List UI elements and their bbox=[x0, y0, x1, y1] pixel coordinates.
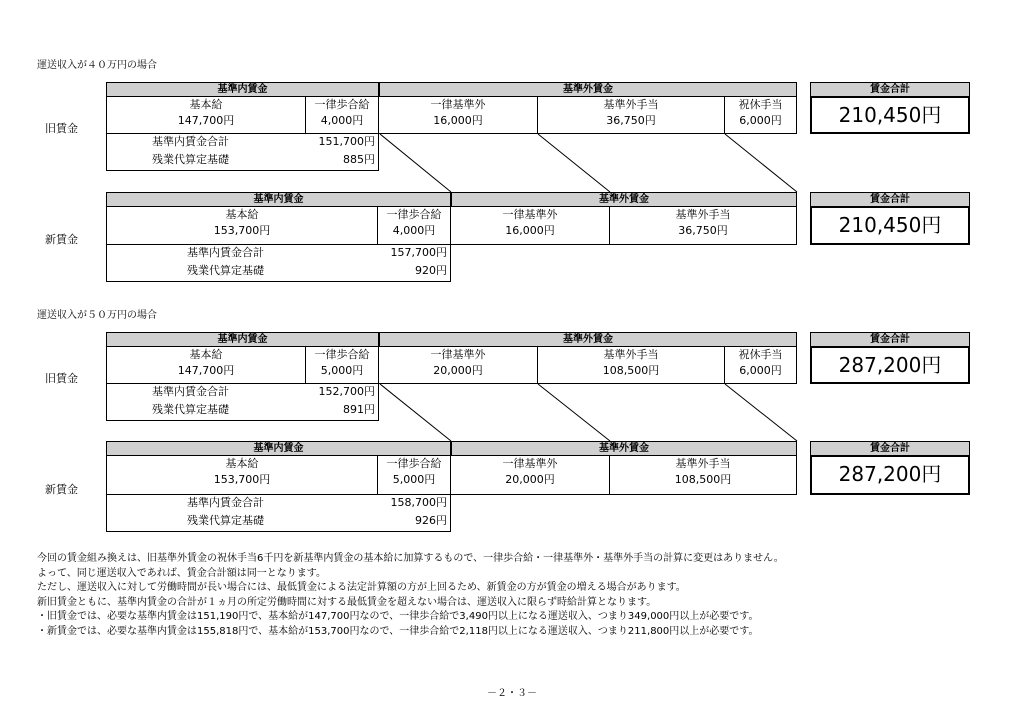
inner-sum-box bbox=[106, 383, 379, 421]
connector-line bbox=[725, 134, 797, 192]
outer-allowance-label: 基準外手当 bbox=[675, 208, 731, 221]
outer-wage-header: 基準外賃金 bbox=[451, 192, 797, 207]
flat-outer-label: 一律基準外 bbox=[430, 348, 486, 361]
flat-bonus-value: 5,000円 bbox=[320, 364, 364, 377]
base-pay-cell bbox=[106, 346, 306, 384]
note-line: 今回の賃金組み換えは、旧基準外賃金の祝休手当6千円を新基準内賃金の基本給に加算するもので、一律歩合給・一律基準外・基準外手当の計算に変更はありません。 bbox=[37, 553, 784, 564]
outer-allowance-label: 基準外手当 bbox=[675, 457, 731, 470]
total-wage-value: 287,200円 bbox=[810, 346, 970, 384]
inner-sum-value: 158,700円 bbox=[390, 496, 447, 509]
holiday-allowance-label: 祝休手当 bbox=[738, 98, 783, 111]
note-line: ・旧賃金では、必要な基準内賃金は151,190円で、基本給が147,700円なので、一律歩合給で3,490円以上になる運送収入、つまり349,000円以上が必要です。 bbox=[37, 611, 759, 623]
holiday-allowance-cell bbox=[724, 346, 797, 384]
flat-outer-cell bbox=[450, 455, 610, 495]
flat-bonus-value: 4,000円 bbox=[320, 114, 364, 127]
flat-outer-value: 20,000円 bbox=[433, 364, 483, 377]
base-pay-value: 147,700円 bbox=[177, 364, 235, 377]
total-wage-header: 賃金合計 bbox=[810, 192, 970, 207]
ot-basis-label: 残業代算定基礎 bbox=[187, 264, 264, 277]
inner-sum-box bbox=[106, 494, 451, 532]
flat-outer-label: 一律基準外 bbox=[502, 208, 558, 221]
inner-sum-value: 151,700円 bbox=[318, 135, 375, 148]
total-wage-header: 賃金合計 bbox=[810, 332, 970, 347]
total-wage-value: 210,450円 bbox=[810, 96, 970, 134]
connector-line bbox=[725, 384, 797, 441]
flat-outer-label: 一律基準外 bbox=[430, 98, 486, 111]
inner-wage-header: 基準内賃金 bbox=[106, 441, 451, 456]
inner-wage-header: 基準内賃金 bbox=[106, 192, 451, 207]
outer-allowance-cell bbox=[537, 346, 725, 384]
base-pay-cell bbox=[106, 455, 378, 495]
ot-basis-value: 920円 bbox=[415, 264, 447, 277]
outer-wage-header: 基準外賃金 bbox=[379, 332, 797, 347]
flat-outer-value: 16,000円 bbox=[433, 114, 483, 127]
flat-outer-label: 一律基準外 bbox=[502, 457, 558, 470]
inner-sum-label: 基準内賃金合計 bbox=[152, 385, 229, 398]
ot-basis-label: 残業代算定基礎 bbox=[152, 403, 229, 416]
old-wage-label: 旧賃金 bbox=[45, 122, 78, 135]
total-wage-value: 287,200円 bbox=[810, 455, 970, 495]
flat-bonus-value: 5,000円 bbox=[392, 473, 436, 486]
flat-bonus-label: 一律歩合給 bbox=[314, 348, 370, 361]
ot-basis-value: 891円 bbox=[343, 403, 375, 416]
base-pay-label: 基本給 bbox=[225, 457, 259, 470]
outer-allowance-cell bbox=[609, 455, 797, 495]
new-wage-label: 新賃金 bbox=[45, 233, 78, 246]
base-pay-label: 基本給 bbox=[189, 98, 223, 111]
outer-wage-header: 基準外賃金 bbox=[451, 441, 797, 456]
base-pay-value: 153,700円 bbox=[213, 224, 271, 237]
ot-basis-label: 残業代算定基礎 bbox=[187, 514, 264, 527]
outer-allowance-value: 108,500円 bbox=[674, 473, 732, 486]
base-pay-value: 153,700円 bbox=[213, 473, 271, 486]
new-wage-label: 新賃金 bbox=[45, 483, 78, 496]
base-pay-label: 基本給 bbox=[225, 208, 259, 221]
old-wage-label: 旧賃金 bbox=[45, 372, 78, 385]
flat-outer-value: 20,000円 bbox=[505, 473, 555, 486]
connector-line bbox=[380, 134, 451, 192]
flat-outer-value: 16,000円 bbox=[505, 224, 555, 237]
note-line: よって、同じ運送収入であれば、賃金合計額は同一となります。 bbox=[37, 567, 326, 579]
holiday-allowance-label: 祝休手当 bbox=[738, 348, 783, 361]
flat-bonus-cell bbox=[377, 455, 451, 495]
page-number: －２・３－ bbox=[487, 688, 537, 699]
connector-line bbox=[538, 384, 610, 441]
outer-allowance-label: 基準外手当 bbox=[603, 98, 659, 111]
holiday-allowance-value: 6,000円 bbox=[739, 364, 782, 377]
outer-allowance-label: 基準外手当 bbox=[603, 348, 659, 361]
outer-allowance-value: 36,750円 bbox=[606, 114, 656, 127]
total-wage-header: 賃金合計 bbox=[810, 82, 970, 97]
total-wage-header: 賃金合計 bbox=[810, 441, 970, 456]
base-pay-value: 147,700円 bbox=[177, 114, 235, 127]
holiday-allowance-value: 6,000円 bbox=[739, 114, 782, 127]
total-wage-value: 210,450円 bbox=[810, 206, 970, 245]
flat-bonus-label: 一律歩合給 bbox=[386, 457, 442, 470]
notes-block bbox=[37, 552, 784, 640]
ot-basis-value: 885円 bbox=[343, 153, 375, 166]
flat-bonus-cell bbox=[305, 346, 379, 384]
flat-outer-cell bbox=[378, 346, 538, 384]
inner-wage-header: 基準内賃金 bbox=[106, 82, 379, 97]
inner-sum-label: 基準内賃金合計 bbox=[187, 246, 264, 259]
outer-allowance-value: 36,750円 bbox=[678, 224, 728, 237]
outer-wage-header: 基準外賃金 bbox=[379, 82, 797, 97]
base-pay-label: 基本給 bbox=[189, 348, 223, 361]
note-line: 新旧賃金ともに、基準内賃金の合計が１ヵ月の所定労働時間に対する最低賃金を超えない場合は、運送収入に限らず時給計算となります。 bbox=[37, 596, 657, 608]
section-2-heading: 運送収入が５０万円の場合 bbox=[37, 310, 157, 321]
inner-wage-header: 基準内賃金 bbox=[106, 332, 379, 347]
flat-bonus-label: 一律歩合給 bbox=[386, 208, 442, 221]
flat-bonus-value: 4,000円 bbox=[392, 224, 436, 237]
connector-line bbox=[538, 134, 610, 192]
flat-bonus-label: 一律歩合給 bbox=[314, 98, 370, 111]
connector-line bbox=[380, 384, 451, 441]
ot-basis-label: 残業代算定基礎 bbox=[152, 153, 229, 166]
ot-basis-value: 926円 bbox=[415, 514, 447, 527]
inner-sum-label: 基準内賃金合計 bbox=[187, 496, 264, 509]
inner-sum-value: 157,700円 bbox=[390, 246, 447, 259]
note-line: ただし、運送収入に対して労働時間が長い場合には、最低賃金による法定計算額の方が上回るため、新賃金の方が賃金の増える場合があります。 bbox=[37, 582, 686, 594]
inner-sum-value: 152,700円 bbox=[318, 385, 375, 398]
section-1-heading: 運送収入が４０万円の場合 bbox=[37, 60, 157, 71]
outer-allowance-value: 108,500円 bbox=[602, 364, 660, 377]
inner-sum-label: 基準内賃金合計 bbox=[152, 135, 229, 148]
note-line: ・新賃金では、必要な基準内賃金は155,818円で、基本給が153,700円なので、一律歩合給で2,118円以上になる運送収入、つまり211,800円以上が必要です。 bbox=[37, 625, 759, 637]
